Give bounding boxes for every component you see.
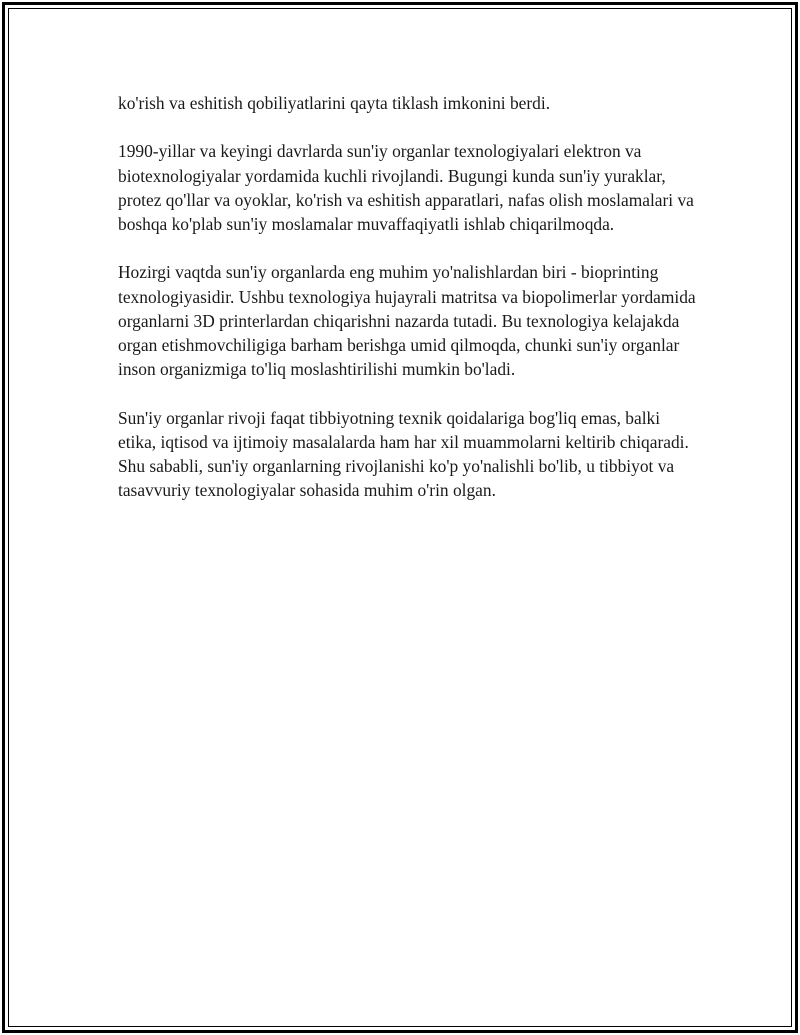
paragraph-3: Hozirgi vaqtda sun'iy organlarda eng muhim yo'nalishlardan biri - bioprinting texnologiyasidir. Ushbu texnologiya hujayrali matritsa va biopolimerlar yordamida organlarni 3D printerlardan chiqarishni nazarda tutadi. Bu texnologiya kelajakda organ etishmovchiligiga barham berishga umid qilmoqda, chunki sun'iy organlar inson organizmiga to'liq moslashtirilishi mumkin bo'ladi. xyxy=(118,262,696,380)
document-body xyxy=(118,91,698,527)
paragraph-1: ko'rish va eshitish qobiliyatlarini qayta tiklash imkonini berdi. xyxy=(118,93,551,113)
paragraph-4: Sun'iy organlar rivoji faqat tibbiyotning texnik qoidalariga bog'liq emas, balki etika, iqtisod va ijtimoiy masalalarda ham har xil muammolarni keltirib chiqaradi. Shu sababli, sun'iy organlarning rivojlanishi ko'p yo'nalishli bo'lib, u tibbiyot va tasavvuriy texnologiyalar sohasida muhim o'rin olgan. xyxy=(118,407,689,501)
paragraph-2: 1990-yillar va keyingi davrlarda sun'iy organlar texnologiyalari elektron va biotexnologiyalar yordamida kuchli rivojlandi. Bugungi kunda sun'iy yuraklar, protez qo'llar va oyoklar, ko'rish va eshitish apparatlari, nafas olish moslamalari va boshqa ko'plab sun'iy moslamalar muvaffaqiyatli ishlab chiqarilmoqda. xyxy=(118,141,694,234)
